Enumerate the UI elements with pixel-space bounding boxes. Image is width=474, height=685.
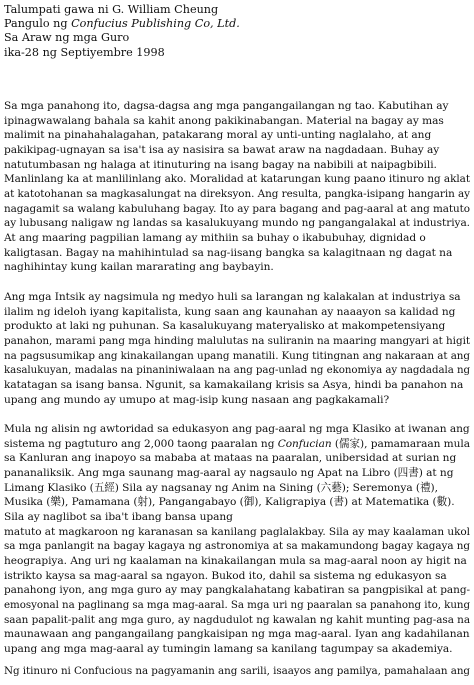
text-line: kaligtasan. Bagay na mahihintulad sa nag-iisang bangka sa kalagitnaan ng dagat na (4, 246, 453, 259)
text-line: nagagamit sa walang kabuluhang bagay. Ito ay para bagang and pag-aaral at ang matuto (4, 202, 471, 215)
title-prefix: Pangulo ng (4, 17, 72, 31)
text-line: Ang mga Intsik ay nagsimula ng medyo huli sa larangan ng kalakalan at industriya sa (4, 291, 461, 303)
text-line: istrikto kaysa sa mag-aaral sa ngayon. Bukod ito, dahil sa sistema ng edukasyon sa (4, 569, 447, 582)
text-line: panahon, marami pang mga hinding malulutas na suliranin na maaring mangyari at higit (4, 334, 470, 347)
text-line: katatagan sa isang bansa. Ngunit, sa kamakailang krisis sa Asya, hindi ba panahon na (4, 378, 464, 391)
text-line: Manlinlang ka at manlilinlang ako. Moralidad at katarungan kung paano itinuro ng aklat (4, 173, 470, 186)
author-line: Talumpati gawa ni G. William Cheung (4, 3, 219, 16)
text-line: produkto at laki ng puhunan. Sa kasalukuyang materyalisko at makompetensiyang (4, 320, 446, 333)
company-name: Confucius Publishing Co, Ltd. (71, 17, 240, 31)
text-line: malimit na pinahahalagahan, patakarang moral ay unti-unting naglalaho, at ang (4, 129, 432, 142)
text-line (4, 437, 469, 452)
date-line: ika-28 ng Septiyembre 1998 (4, 45, 165, 59)
text-line: Mula ng alisin ng awtoridad sa edukasyon ang pag-aaral ng mga Klasiko at iwanan ang (4, 423, 470, 435)
speech-header (4, 3, 470, 60)
title-line (4, 17, 470, 31)
text-line: sa mga panlangit na bagay kagaya ng astronomiya at sa makamundong bagay kagaya ng (4, 540, 470, 553)
text-line: pananaliksik. Ang mga saunang mag-aaral ay nagsaulo ng Apat na Libro (四書) at ng (4, 466, 454, 479)
text-line: sa Kanluran ang inapoyo sa mababa at mataas na paaralan, unibersidad at surian ng (4, 452, 457, 465)
occasion-line: Sa Araw ng mga Guro (4, 31, 130, 45)
text-line: panahong iyon, ang mga guro ay may pangkalahatang kabatiran sa pangpisikal at pang- (4, 584, 471, 597)
text-line: ipinagwawalang bahala sa kahit anong pakikinabangan. Material na bagay ay mas (4, 114, 444, 127)
text-line: naghihintay kung kailan mararating ang baybayin. (4, 261, 274, 274)
text-line: At ang maaring pagpilian lamang ay mithiin sa buhay o ikabubuhay, dignidad o (4, 231, 426, 244)
text-line: at katotohanan sa magkasalungat na direksyon. Ang resulta, pangka-isipang hangarin ay (4, 187, 470, 200)
text-segment: (儒家), pamamaraan mula (331, 437, 471, 450)
text-line: upang ang mundo ay umupo at mag-isip kung nasaan ang pagkakamali? (4, 393, 390, 406)
text-line: pakikipag-ugnayan sa isa't isa ay nasisira sa bawat araw na nagdadaan. Buhay ay (4, 143, 440, 156)
paragraph-1 (4, 99, 470, 275)
text-line: Sa mga panahong ito, dagsa-dagsa ang mga pangangailangan ng tao. Kabutihan ay (4, 100, 449, 112)
text-line: natutumbasan ng halaga at itinuturing na isang bagay na nabibili at naipagbibili. (4, 158, 437, 171)
text-line: ilalim ng ideloh iyang kapitalista, kung saan ang kaunahan ay naaayon sa kalidad ng (4, 305, 456, 318)
italic-term: Confucian (277, 437, 332, 450)
paragraph-2 (4, 290, 470, 407)
paragraph-4 (4, 664, 470, 679)
text-line: Limang Klasiko (五經) Sila ay nagsanay ng Anim na Sining (六藝); Seremonya (禮), (4, 481, 438, 494)
text-line: maunawaan ang pangangailang pangkaisipan ng mga mag-aaral. Iyan ang kadahilanan (4, 628, 470, 641)
text-line: Ng itinuro ni Confucious na pagyamanin ang sarili, isaayos ang pamilya, pamahalaan ang (4, 665, 471, 677)
text-line: emosyonal na paglinang sa mga mag-aaral. Sa mga uri ng paaralan sa panahong ito, kung (4, 598, 470, 611)
text-line: matuto at magkaroon ng karanasan sa kanilang paglalakbay. Sila ay may kaalaman ukol (4, 525, 471, 538)
text-line: heograpiya. Ang uri ng kaalaman na kinakailangan mula sa mag-aaral noon ay higit na (4, 554, 467, 567)
text-line: Musika (樂), Pamamana (射), Pangangabayo (御), Kaligrapiya (書) at Matematika (數). (4, 496, 455, 509)
text-line: ay lubusang naligaw ng landas sa kasalukuyang mundo ng pangangalakal at industriya. (4, 217, 470, 230)
text-segment: sistema ng pagtuturo ang 2,000 taong paaralan ng (4, 437, 278, 450)
text-line: Sila ay naglibot sa iba't ibang bansa upang (4, 510, 233, 523)
text-line: saan papalit-palit ang mga guro, ay nagdudulot ng kawalan ng kahit munting pag-asa na (4, 613, 471, 626)
text-line: kasalukuyan, madalas na pinaniniwalaan na ang pag-unlad ng ekonomiya ay nagdadala ng (4, 364, 471, 377)
text-line: na pagsusumikap ang kinakailangan upang manatili. Kung titingnan ang nakaraan at ang (4, 349, 470, 362)
text-line: upang ang mga mag-aaral ay tumingin lamang sa kanilang tagumpay sa akademiya. (4, 642, 453, 655)
paragraph-3 (4, 422, 470, 657)
